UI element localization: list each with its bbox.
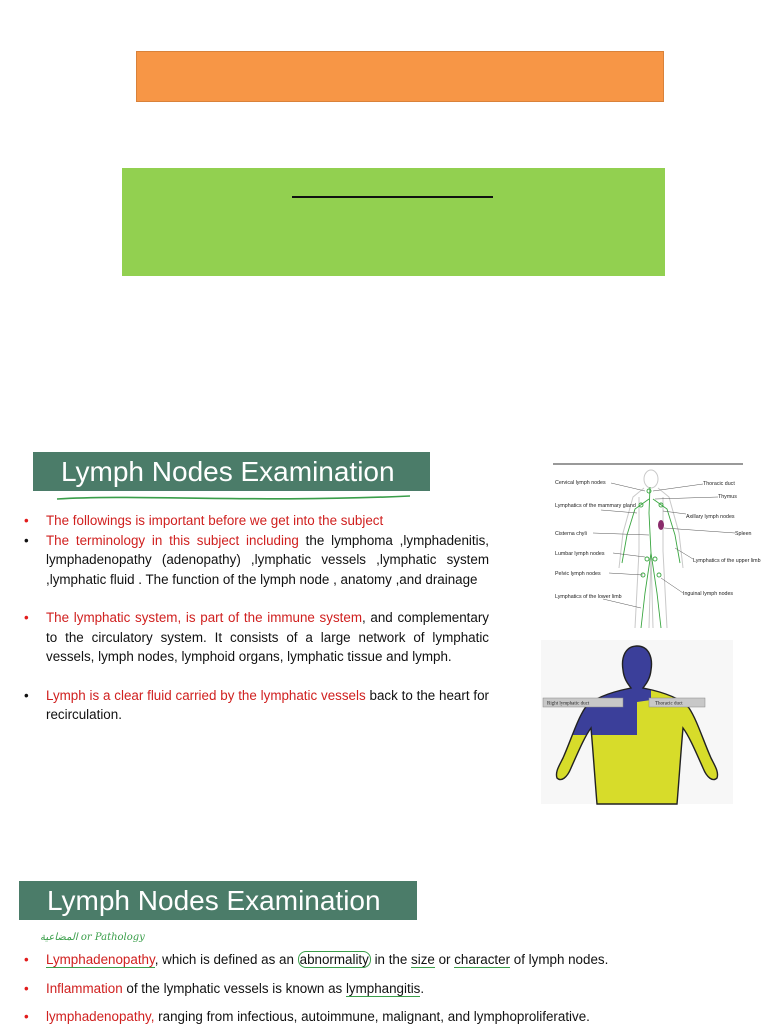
handwritten-annotation: [40, 927, 145, 945]
bullet-text: back to the heart for recirculation.: [46, 687, 490, 722]
fig1-label: Cervical lymph nodes: [555, 480, 606, 486]
bullet-item: • The lymphatic system, is part of the immune system, and complementary to the circulatory system. It consists of a large network of lymphatic vessels, lymph nodes, lymphoid organs, lymphatic tissue and lymph.: [24, 610, 489, 664]
bullet-text: of the lymphatic vessels is known as: [122, 980, 346, 996]
term-abnormality: abnormality: [299, 952, 369, 967]
orange-header-bar: [136, 51, 664, 102]
bullet-text: the lymphoma ,lymphadenitis, lymphadenopathy (adenopathy) ,lymphatic vessels ,lymphatic system ,lymphatic fluid . The function of the lymph node , anatomy ,and drainage: [46, 532, 489, 587]
bullet-item: • Lymphadenopathy, which is defined as an abnormality in the size or character of lymph nodes.: [24, 952, 609, 967]
lymph-drainage-figure: [541, 640, 733, 804]
slide2-title-text: Lymph Nodes Examination: [47, 884, 381, 916]
lymphatic-system-figure: [553, 463, 761, 630]
fig1-label: Axillary lymph nodes: [686, 514, 735, 520]
fig1-label: Thoracic duct: [703, 481, 735, 487]
bullet-text: in the: [370, 952, 412, 967]
bullet-item: • Lymph is a clear fluid carried by the lymphatic vessels back to the heart for recirculation.: [24, 687, 490, 722]
fig1-label: Inguinal lymph nodes: [683, 591, 734, 597]
bullet-text: of lymph nodes.: [510, 952, 609, 967]
bullet-text: , and complementary to the circulatory system. It consists of a large network of lymphatic vessels, lymph nodes, lymphoid organs, lymphatic tissue and lymph.: [46, 610, 489, 664]
bullet-red-text: The lymphatic system, is part of the immune system: [46, 610, 362, 625]
term-lymphangitis: lymphangitis: [345, 980, 421, 996]
fig1-label: Thymus: [718, 494, 737, 500]
handwritten-note: المضاعية or Pathology: [40, 932, 145, 943]
bullet-item: • lymphadenopathy, ranging from infectious, autoimmune, malignant, and lymphoproliferative.: [24, 1009, 590, 1024]
slide1-title: [33, 452, 430, 491]
slide1-title-text: Lymph Nodes Examination: [61, 455, 395, 487]
bullet-item: • Inflammation of the lymphatic vessels is known as lymphangitis.: [24, 980, 425, 996]
green-header-bar: [122, 168, 665, 276]
bullet-text: The followings is important before we get into the subject: [46, 513, 384, 528]
fig1-label: Spleen: [735, 531, 752, 537]
fig1-label: Lumbar lymph nodes: [555, 551, 605, 557]
slide1-bullets: [24, 511, 489, 725]
term-character: character: [454, 952, 511, 967]
fig2-label-thoracic-duct: Thoracic duct: [655, 701, 683, 707]
bullet-red-text: The terminology in this subject including: [46, 532, 299, 548]
bullet-text: ranging from infectious, autoimmune, malignant, and lymphoproliferative.: [154, 1009, 590, 1024]
bullet-item: • The terminology in this subject including the lymphoma ,lymphadenitis, lymphadenopathy (adenopathy) ,lymphatic vessels ,lymphatic system ,lymphatic fluid . The function of the lymph node , anatomy ,and drainage: [24, 532, 489, 587]
fig1-label: Lymphatics of the lower limb: [555, 594, 622, 600]
fig1-label: Lymphatics of the upper limb: [693, 558, 761, 564]
bullet-text: .: [420, 980, 425, 996]
bullet-text: , which is defined as an: [154, 952, 298, 967]
fig1-label: Lymphatics of the mammary gland: [555, 503, 636, 509]
fig2-label-right-duct: Right lymphatic duct: [547, 701, 590, 707]
bullet-item: • The followings is important before we get into the subject: [24, 513, 384, 528]
title-underline-scribble: [55, 490, 415, 504]
bullet-red-text: Lymph is a clear fluid carried by the lymphatic vessels: [46, 687, 366, 703]
slide2-bullets: [24, 950, 724, 1027]
bullet-red-text: Inflammation: [46, 980, 123, 996]
fig1-label: Cisterna chyli: [555, 531, 587, 537]
green-bar-underline: [292, 196, 493, 198]
fig1-label: Pelvic lymph nodes: [555, 571, 601, 577]
bullet-text: or: [434, 952, 455, 967]
bullet-red-text: lymphadenopathy,: [46, 1009, 155, 1024]
term-lymphadenopathy: Lymphadenopathy: [46, 952, 155, 967]
term-size: size: [411, 952, 435, 967]
slide2-title: [19, 881, 417, 920]
